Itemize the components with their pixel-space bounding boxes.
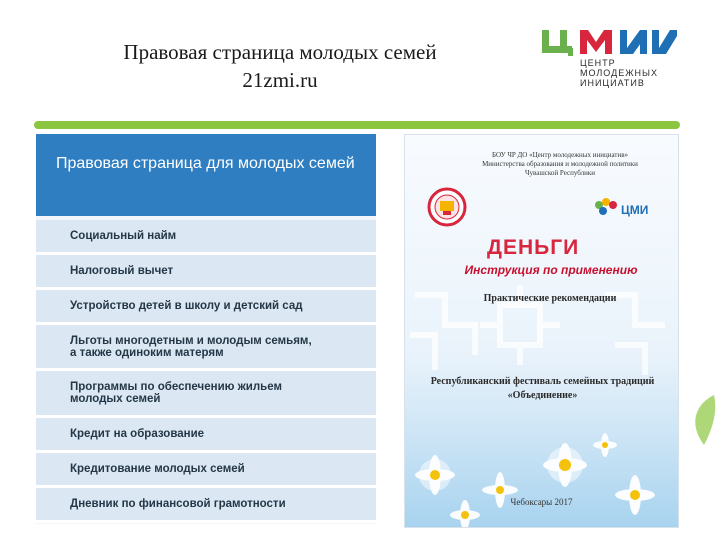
booklet-festival: Республиканский фестиваль семейных традиций «Объединение»	[430, 376, 655, 401]
logo-sub-line1: ЦЕНТР	[580, 58, 616, 68]
menu-item-family-credit[interactable]: Кредитование молодых семей	[36, 453, 376, 488]
booklet-city-year: Чебоксары 2017	[510, 497, 573, 507]
ministry-emblem-icon	[427, 187, 467, 227]
cmi-logo-text	[580, 58, 658, 88]
menu-item-finance-diary[interactable]: Дневник по финансовой грамотности	[36, 488, 376, 523]
menu-header	[36, 134, 376, 216]
booklet-cmi-logo-icon	[591, 195, 661, 225]
menu-list	[36, 220, 376, 523]
legal-page-menu	[36, 134, 376, 524]
slide-title-line2: 21zmi.ru	[242, 68, 318, 92]
booklet-subtitle: Инструкция по применению	[464, 263, 638, 277]
green-leaf-decoration-icon	[684, 390, 720, 450]
logo-sub-line3: ИНИЦИАТИВ	[580, 78, 645, 88]
slide-title-line1: Правовая страница молодых семей	[123, 40, 437, 64]
accent-divider	[34, 121, 680, 129]
booklet-title: ДЕНЬГИ	[487, 236, 580, 259]
svg-text:ЦМИ: ЦМИ	[621, 203, 649, 217]
menu-header-title: Правовая страница для молодых семей	[56, 155, 355, 172]
slide-title	[60, 38, 500, 94]
menu-item-tax-deduction[interactable]: Налоговый вычет	[36, 255, 376, 290]
booklet-organization: БОУ ЧР ДО «Центр молодежных инициатив» Министерства образования и молодежной политики Чувашской Республики	[482, 151, 638, 177]
cmi-logo-mark-icon	[540, 28, 680, 58]
cmi-logo	[540, 28, 690, 90]
logo-sub-line2: МОЛОДЕЖНЫХ	[580, 68, 658, 78]
menu-item-school-kindergarten[interactable]: Устройство детей в школу и детский сад	[36, 290, 376, 325]
menu-item-benefits[interactable]: Льготы многодетным и молодым семьям, а также одиноким матерям	[36, 325, 376, 371]
booklet-practical: Практические рекомендации	[483, 293, 617, 304]
menu-item-education-credit[interactable]: Кредит на образование	[36, 418, 376, 453]
daisy-flowers-icon	[405, 415, 678, 527]
menu-item-social-rent[interactable]: Социальный найм	[36, 220, 376, 255]
menu-item-housing-programs[interactable]: Программы по обеспечению жильем молодых семей	[36, 371, 376, 418]
booklet-cover	[404, 134, 679, 528]
